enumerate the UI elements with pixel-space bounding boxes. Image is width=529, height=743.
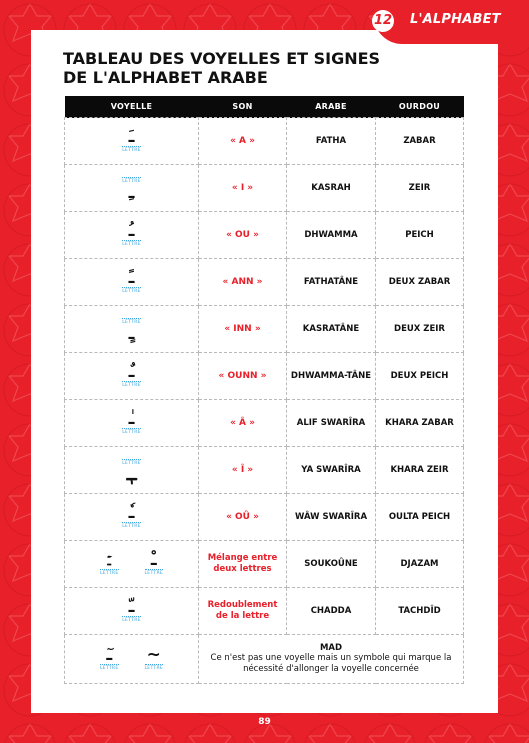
- title-line-2: DE L'ALPHABET ARABE: [63, 68, 268, 87]
- column-header-ourdou: OURDOU: [376, 96, 464, 118]
- arabic-name-cell: YA SWARÎRA: [287, 447, 376, 494]
- urdu-name-cell: KHARA ZABAR: [376, 400, 464, 447]
- page-number: 89: [258, 717, 271, 727]
- letter-label: LETTRE: [122, 147, 141, 153]
- sound-cell: Redoublement de la lettre: [199, 588, 287, 635]
- table-row: [65, 588, 464, 635]
- title-line-1: TABLEAU DES VOYELLES ET SIGNES: [63, 49, 381, 68]
- sound-cell: « OÛ »: [199, 494, 287, 541]
- arabic-sign-glyph: ـ: [128, 267, 135, 288]
- arabic-sign-glyph: ـ: [128, 502, 135, 523]
- urdu-name-cell: ZEIR: [376, 165, 464, 212]
- vowel-cell: [65, 165, 199, 212]
- chapter-title: L'ALPHABET: [410, 12, 501, 27]
- letter-label: LETTRE: [122, 523, 141, 529]
- table-row: [65, 165, 464, 212]
- urdu-name-cell: DEUX ZEIR: [376, 306, 464, 353]
- sound-cell: « ANN »: [199, 259, 287, 306]
- arabic-name-cell: FATHA: [287, 118, 376, 165]
- letter-label: LETTRE: [144, 665, 164, 671]
- letter-label: LETTRE: [122, 382, 141, 388]
- arabic-sign-glyph: ـ: [106, 644, 113, 665]
- table-row: [65, 118, 464, 165]
- arabic-sign-glyph: ـ: [128, 596, 135, 617]
- table-row: [65, 447, 464, 494]
- arabic-name-cell: KASRAH: [287, 165, 376, 212]
- letter-label: LETTRE: [122, 319, 141, 325]
- arabic-name-cell: DHWAMMA-TÂNE: [287, 353, 376, 400]
- vowel-cell: [65, 447, 199, 494]
- vowel-cell: [65, 212, 199, 259]
- table-header-row: [65, 96, 464, 118]
- arabic-name-cell: WÂW SWARÎRA: [287, 494, 376, 541]
- table-row: [65, 353, 464, 400]
- letter-label: LETTRE: [122, 429, 141, 435]
- arabic-sign-glyph: ـ: [128, 126, 135, 147]
- letter-label: LETTRE: [144, 570, 164, 576]
- urdu-name-cell: PEICH: [376, 212, 464, 259]
- letter-label: LETTRE: [122, 241, 141, 247]
- letter-label: LETTRE: [122, 178, 141, 184]
- sound-cell: « INN »: [199, 306, 287, 353]
- vowel-cell: [65, 118, 199, 165]
- table-row: [65, 541, 464, 588]
- vowel-cell: [65, 588, 199, 635]
- arabic-name-cell: KASRATÂNE: [287, 306, 376, 353]
- sound-cell: Mélange entre deux lettres: [199, 541, 287, 588]
- arabic-name-cell: ALIF SWARÎRA: [287, 400, 376, 447]
- vowel-cell: [65, 353, 199, 400]
- sound-cell: « OU »: [199, 212, 287, 259]
- arabic-sign-glyph: ـ: [128, 323, 135, 344]
- vowel-cell: [65, 259, 199, 306]
- arabic-sign-glyph: ـ: [128, 182, 135, 203]
- mad-description: Ce n'est pas une voyelle mais un symbole qui marque la nécessité d'allonger la voyelle concernée: [210, 653, 452, 674]
- sound-cell: « Î »: [199, 447, 287, 494]
- vowels-table: [64, 96, 464, 684]
- sound-cell: « I »: [199, 165, 287, 212]
- table-row: [65, 494, 464, 541]
- letter-label: LETTRE: [122, 617, 141, 623]
- arabic-sign-glyph: ـ: [128, 361, 135, 382]
- arabic-sign-glyph: ـ: [126, 464, 137, 485]
- arabic-sign-glyph: ~: [146, 644, 161, 665]
- sound-cell: « Â »: [199, 400, 287, 447]
- table-row: [65, 259, 464, 306]
- letter-label: LETTRE: [122, 460, 141, 466]
- table-row: [65, 306, 464, 353]
- arabic-sign-glyph: ـ: [150, 549, 157, 570]
- sound-cell: « A »: [199, 118, 287, 165]
- arabic-name-cell: SOUKOÛNE: [287, 541, 376, 588]
- vowel-cell: [65, 494, 199, 541]
- arabic-name-cell: CHADDA: [287, 588, 376, 635]
- urdu-name-cell: TACHDÎD: [376, 588, 464, 635]
- vowel-cell: [65, 635, 199, 684]
- letter-label: LETTRE: [99, 570, 119, 576]
- arabic-sign-glyph: ـ: [128, 220, 135, 241]
- letter-label: LETTRE: [122, 288, 141, 294]
- mad-description-cell: [199, 635, 464, 684]
- arabic-name-cell: FATHATÂNE: [287, 259, 376, 306]
- urdu-name-cell: KHARA ZEIR: [376, 447, 464, 494]
- vowel-cell: [65, 541, 199, 588]
- urdu-name-cell: DEUX PEICH: [376, 353, 464, 400]
- urdu-name-cell: DEUX ZABAR: [376, 259, 464, 306]
- mad-title: MAD: [319, 643, 343, 653]
- page-title: [63, 49, 423, 87]
- chapter-number: 12: [372, 10, 394, 32]
- letter-label: LETTRE: [99, 665, 119, 671]
- vowel-cell: [65, 400, 199, 447]
- urdu-name-cell: OULTA PEICH: [376, 494, 464, 541]
- column-header-arabe: ARABE: [287, 96, 376, 118]
- urdu-name-cell: DJAZAM: [376, 541, 464, 588]
- urdu-name-cell: ZABAR: [376, 118, 464, 165]
- table-row: [65, 635, 464, 684]
- column-header-voyelle: VOYELLE: [65, 96, 199, 118]
- table-row: [65, 400, 464, 447]
- arabic-name-cell: DHWAMMA: [287, 212, 376, 259]
- table-row: [65, 212, 464, 259]
- sound-cell: « OUNN »: [199, 353, 287, 400]
- vowel-cell: [65, 306, 199, 353]
- arabic-sign-glyph: ـ: [128, 408, 135, 429]
- arabic-sign-glyph: ـ: [107, 549, 111, 570]
- column-header-son: SON: [199, 96, 287, 118]
